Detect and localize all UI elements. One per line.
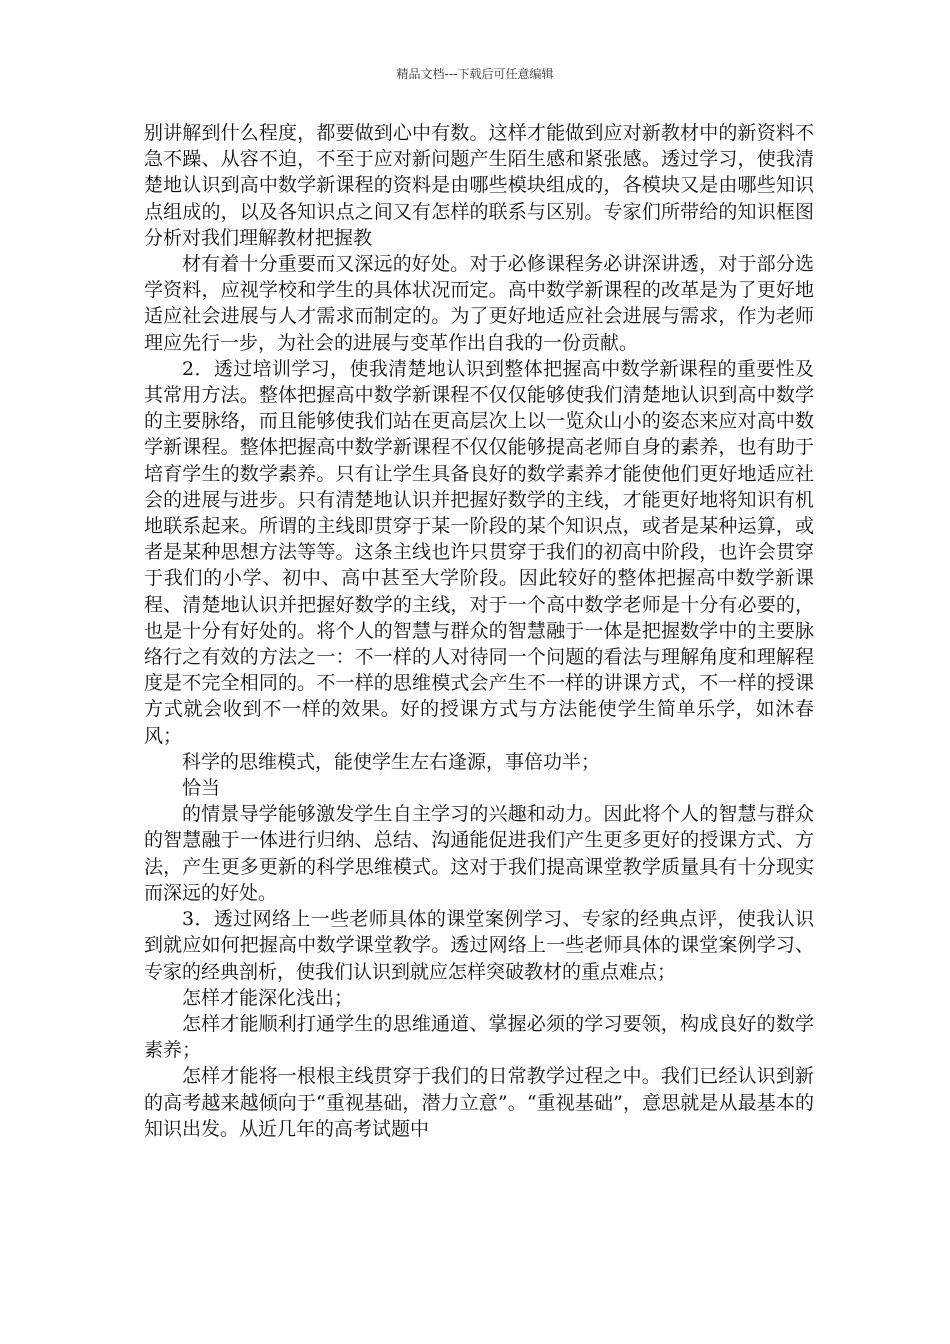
document-body [144, 120, 814, 1142]
paragraph-2: 材有着十分重要而又深远的好处。对于必修课程务必讲深讲透，对于部分选学资料，应视学校和学生的具体状况而定。高中数学新课程的改革是为了更好地适应社会进展与人才需求而制定的。为了更好地适应社会进展与需求，作为老师理应先行一步，为社会的进展与变革作出自我的一份贡献。 [144, 253, 814, 354]
paragraph-6: 的情景导学能够激发学生自主学习的兴趣和动力。因此将个人的智慧与群众的智慧融于一体进行归纳、总结、沟通能促进我们产生更多更好的授课方式、方法，产生更多更新的科学思维模式。这对于我们提高课堂教学质量具有十分现实而深远的好处。 [144, 803, 814, 904]
paragraph-1: 别讲解到什么程度，都要做到心中有数。这样才能做到应对新教材中的新资料不急不躁、从容不迫，不至于应对新问题产生陌生感和紧张感。透过学习，使我清楚地认识到高中数学新课程的资料是由哪些模块组成的，各模块又是由哪些知识点组成的，以及各知识点之间又有怎样的联系与区别。专家们所带给的知识框图分析对我们理解教材把握教 [144, 122, 814, 249]
page-header: 精品文档---下载后可任意编辑 [396, 67, 554, 81]
paragraph-3: 2．透过培训学习，使我清楚地认识到整体把握高中数学新课程的重要性及其常用方法。整体把握高中数学新课程不仅仅能够使我们清楚地认识到高中数学的主要脉络，而且能够使我们站在更高层次上以一览众山小的姿态来应对高中数学新课程。整体把握高中数学新课程不仅仅能够提高老师自身的素养，也有助于培育学生的数学素养。只有让学生具备良好的数学素养才能使他们更好地适应社会的进展与进步。只有清楚地认识并把握好数学的主线，才能更好地将知识有机地联系起来。所谓的主线即贯穿于某一阶段的某个知识点，或者是某种运算，或者是某种思想方法等等。这条主线也许只贯穿于我们的初高中阶段，也许会贯穿于我们的小学、初中、高中甚至大学阶段。因此较好的整体把握高中数学新课程、清楚地认识并把握好数学的主线，对于一个高中数学老师是十分有必要的，也是十分有好处的。将个人的智慧与群众的智慧融于一体是把握数学中的主要脉络行之有效的方法之一：不一样的人对待同一个问题的看法与理解角度和理解程度是不完全相同的。不一样的思维模式会产生不一样的讲课方式，不一样的授课方式就会收到不一样的效果。好的授课方式与方法能使学生简单乐学，如沐春风； [144, 357, 814, 747]
paragraph-10: 怎样才能将一根根主线贯穿于我们的日常教学过程之中。我们已经认识到新的高考越来越倾向于“重视基础，潜力立意”。“重视基础”，意思就是从最基本的知识出发。从近几年的高考试题中 [144, 1065, 814, 1140]
paragraph-7: 3．透过网络上一些老师具体的课堂案例学习、专家的经典点评，使我认识到就应如何把握高中数学课堂教学。透过网络上一些老师具体的课堂案例学习、专家的经典剖析，使我们认识到就应怎样突破教材的重点难点； [144, 908, 814, 983]
paragraph-4: 科学的思维模式，能使学生左右逢源，事倍功半； [182, 750, 601, 773]
paragraph-5: 恰当 [182, 777, 221, 800]
paragraph-9: 怎样才能顺利打通学生的思维通道、掌握必须的学习要领，构成良好的数学素养； [144, 1012, 814, 1062]
paragraph-8: 怎样才能深化浅出； [182, 986, 354, 1009]
